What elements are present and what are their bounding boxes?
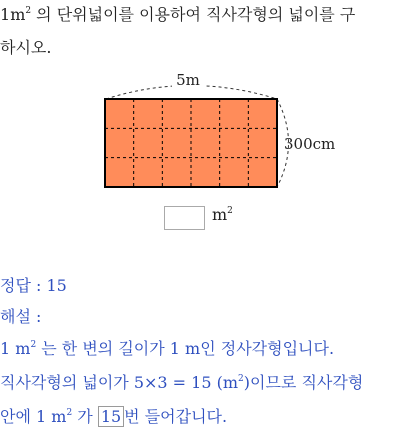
unit-superscript: 2 (25, 6, 32, 16)
answer-label: 정답 : (0, 276, 47, 295)
question-text: 의 단위넓이를 이용하여 직사각형의 넓이를 구 (31, 5, 356, 24)
exp3-sup: 2 (66, 408, 73, 418)
explanation-line-2 (0, 372, 363, 394)
exp3-boxed-answer: 15 (98, 406, 124, 427)
explanation-line-3 (0, 406, 227, 428)
exp2-a: 직사각형의 넓이가 5×3 = 15 (m (0, 373, 239, 392)
exp2-sup: 2 (238, 374, 244, 384)
answer-unit-sup: 2 (227, 206, 233, 216)
exp3-b: 가 (72, 407, 98, 426)
answer-input-box[interactable] (164, 206, 205, 230)
exp3-a: 안에 1 m (0, 407, 67, 426)
unit-m: m (10, 5, 26, 24)
exp2-b: )이므로 직사각형 (243, 373, 364, 392)
explanation-line-1 (0, 338, 334, 360)
question-text-cont: 하시오. (0, 38, 52, 57)
answer-line (0, 275, 67, 297)
answer-unit-m: m (212, 205, 228, 224)
exp1-a: 1 m (0, 339, 31, 358)
unit-number: 1 (0, 5, 11, 24)
width-label: 5m (176, 71, 200, 89)
exp1-b: 는 한 변의 길이가 1 m인 정사각형입니다. (36, 339, 335, 358)
exp1-sup: 2 (30, 340, 37, 350)
answer-value: 15 (46, 276, 67, 295)
exp3-c: 번 들어갑니다. (124, 407, 228, 426)
height-label: 300cm (284, 135, 336, 153)
explanation-label: 해설 : (0, 307, 42, 326)
answer-unit (212, 205, 233, 224)
